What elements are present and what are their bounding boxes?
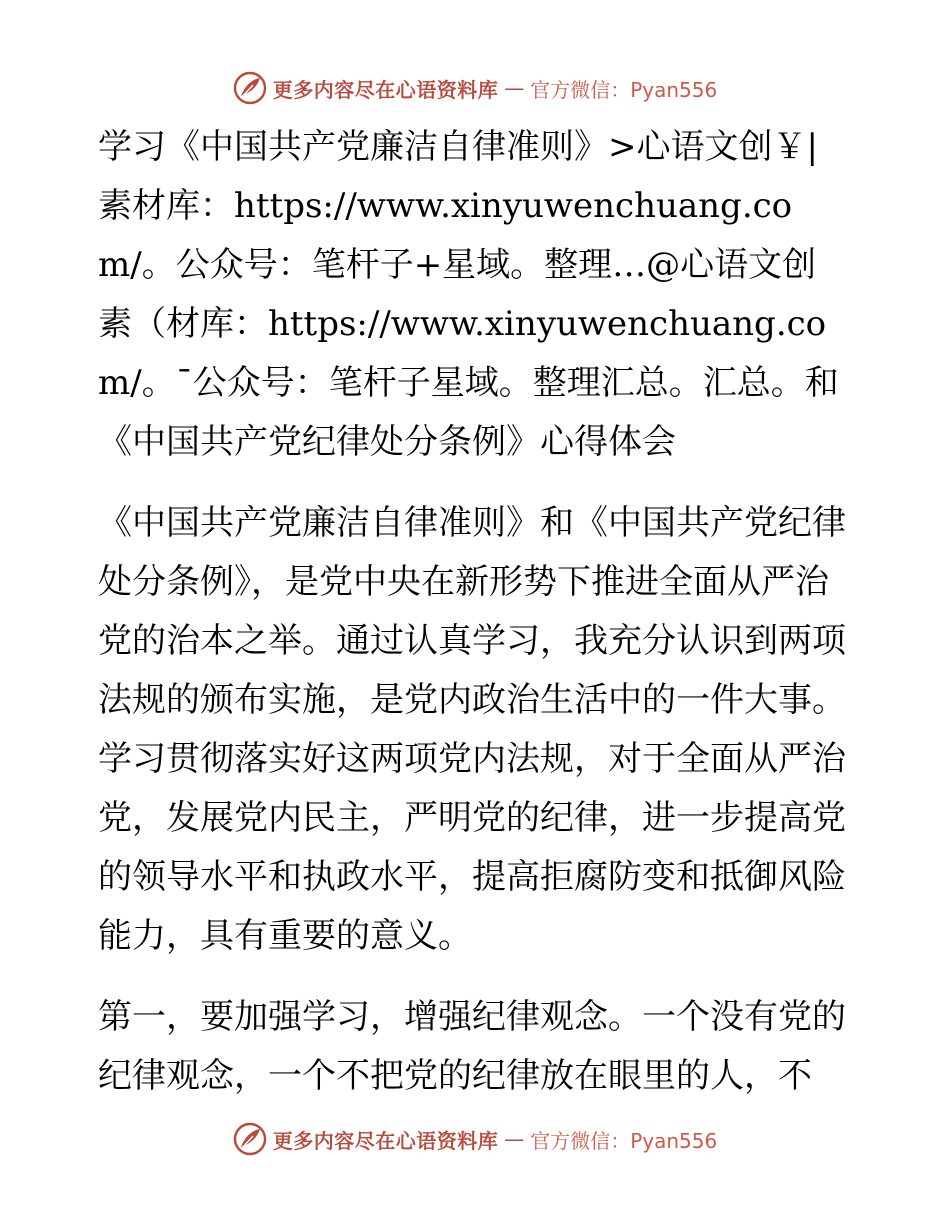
paragraph-title: 学习《中国共产党廉洁自律准则》>心语文创￥|素材库：https://www.xinyuwenchuang.com/。公众号：笔杆子+星域。整理…@心语文创素（材库：https://www.xinyuwenchuang.com/。¯公众号：笔杆子星域。整理汇总。汇总。和《中国共产党纪律处分条例》心得体会: [98, 127, 839, 462]
watermark-main-text: 更多内容尽在心语资料库: [272, 1128, 499, 1153]
footer-watermark-banner: [0, 1119, 950, 1159]
document-body: [98, 118, 850, 1106]
watermark-separator: —: [504, 76, 525, 100]
feather-pen-logo-icon: [233, 1122, 267, 1156]
feather-pen-logo-icon: [233, 71, 267, 105]
watermark-wechat-text: 官方微信：Pyan556: [530, 77, 718, 102]
paragraph-first-point: 第一，要加强学习，增强纪律观念。一个没有党的纪律观念，一个不把党的纪律放在眼里的人，不: [98, 997, 846, 1096]
header-watermark-banner: [0, 68, 950, 108]
watermark-main-text: 更多内容尽在心语资料库: [272, 77, 499, 102]
watermark-wechat-text: 官方微信：Pyan556: [530, 1128, 718, 1153]
watermark-separator: —: [504, 1127, 525, 1151]
paragraph-intro: 《中国共产党廉洁自律准则》和《中国共产党纪律处分条例》，是党中央在新形势下推进全面从严治党的治本之举。通过认真学习，我充分认识到两项法规的颁布实施，是党内政治生活中的一件大事。学习贯彻落实好这两项党内法规，对于全面从严治党，发展党内民主，严明党的纪律，进一步提高党的领导水平和执政水平，提高拒腐防变和抵御风险能力，具有重要的意义。: [98, 503, 846, 956]
